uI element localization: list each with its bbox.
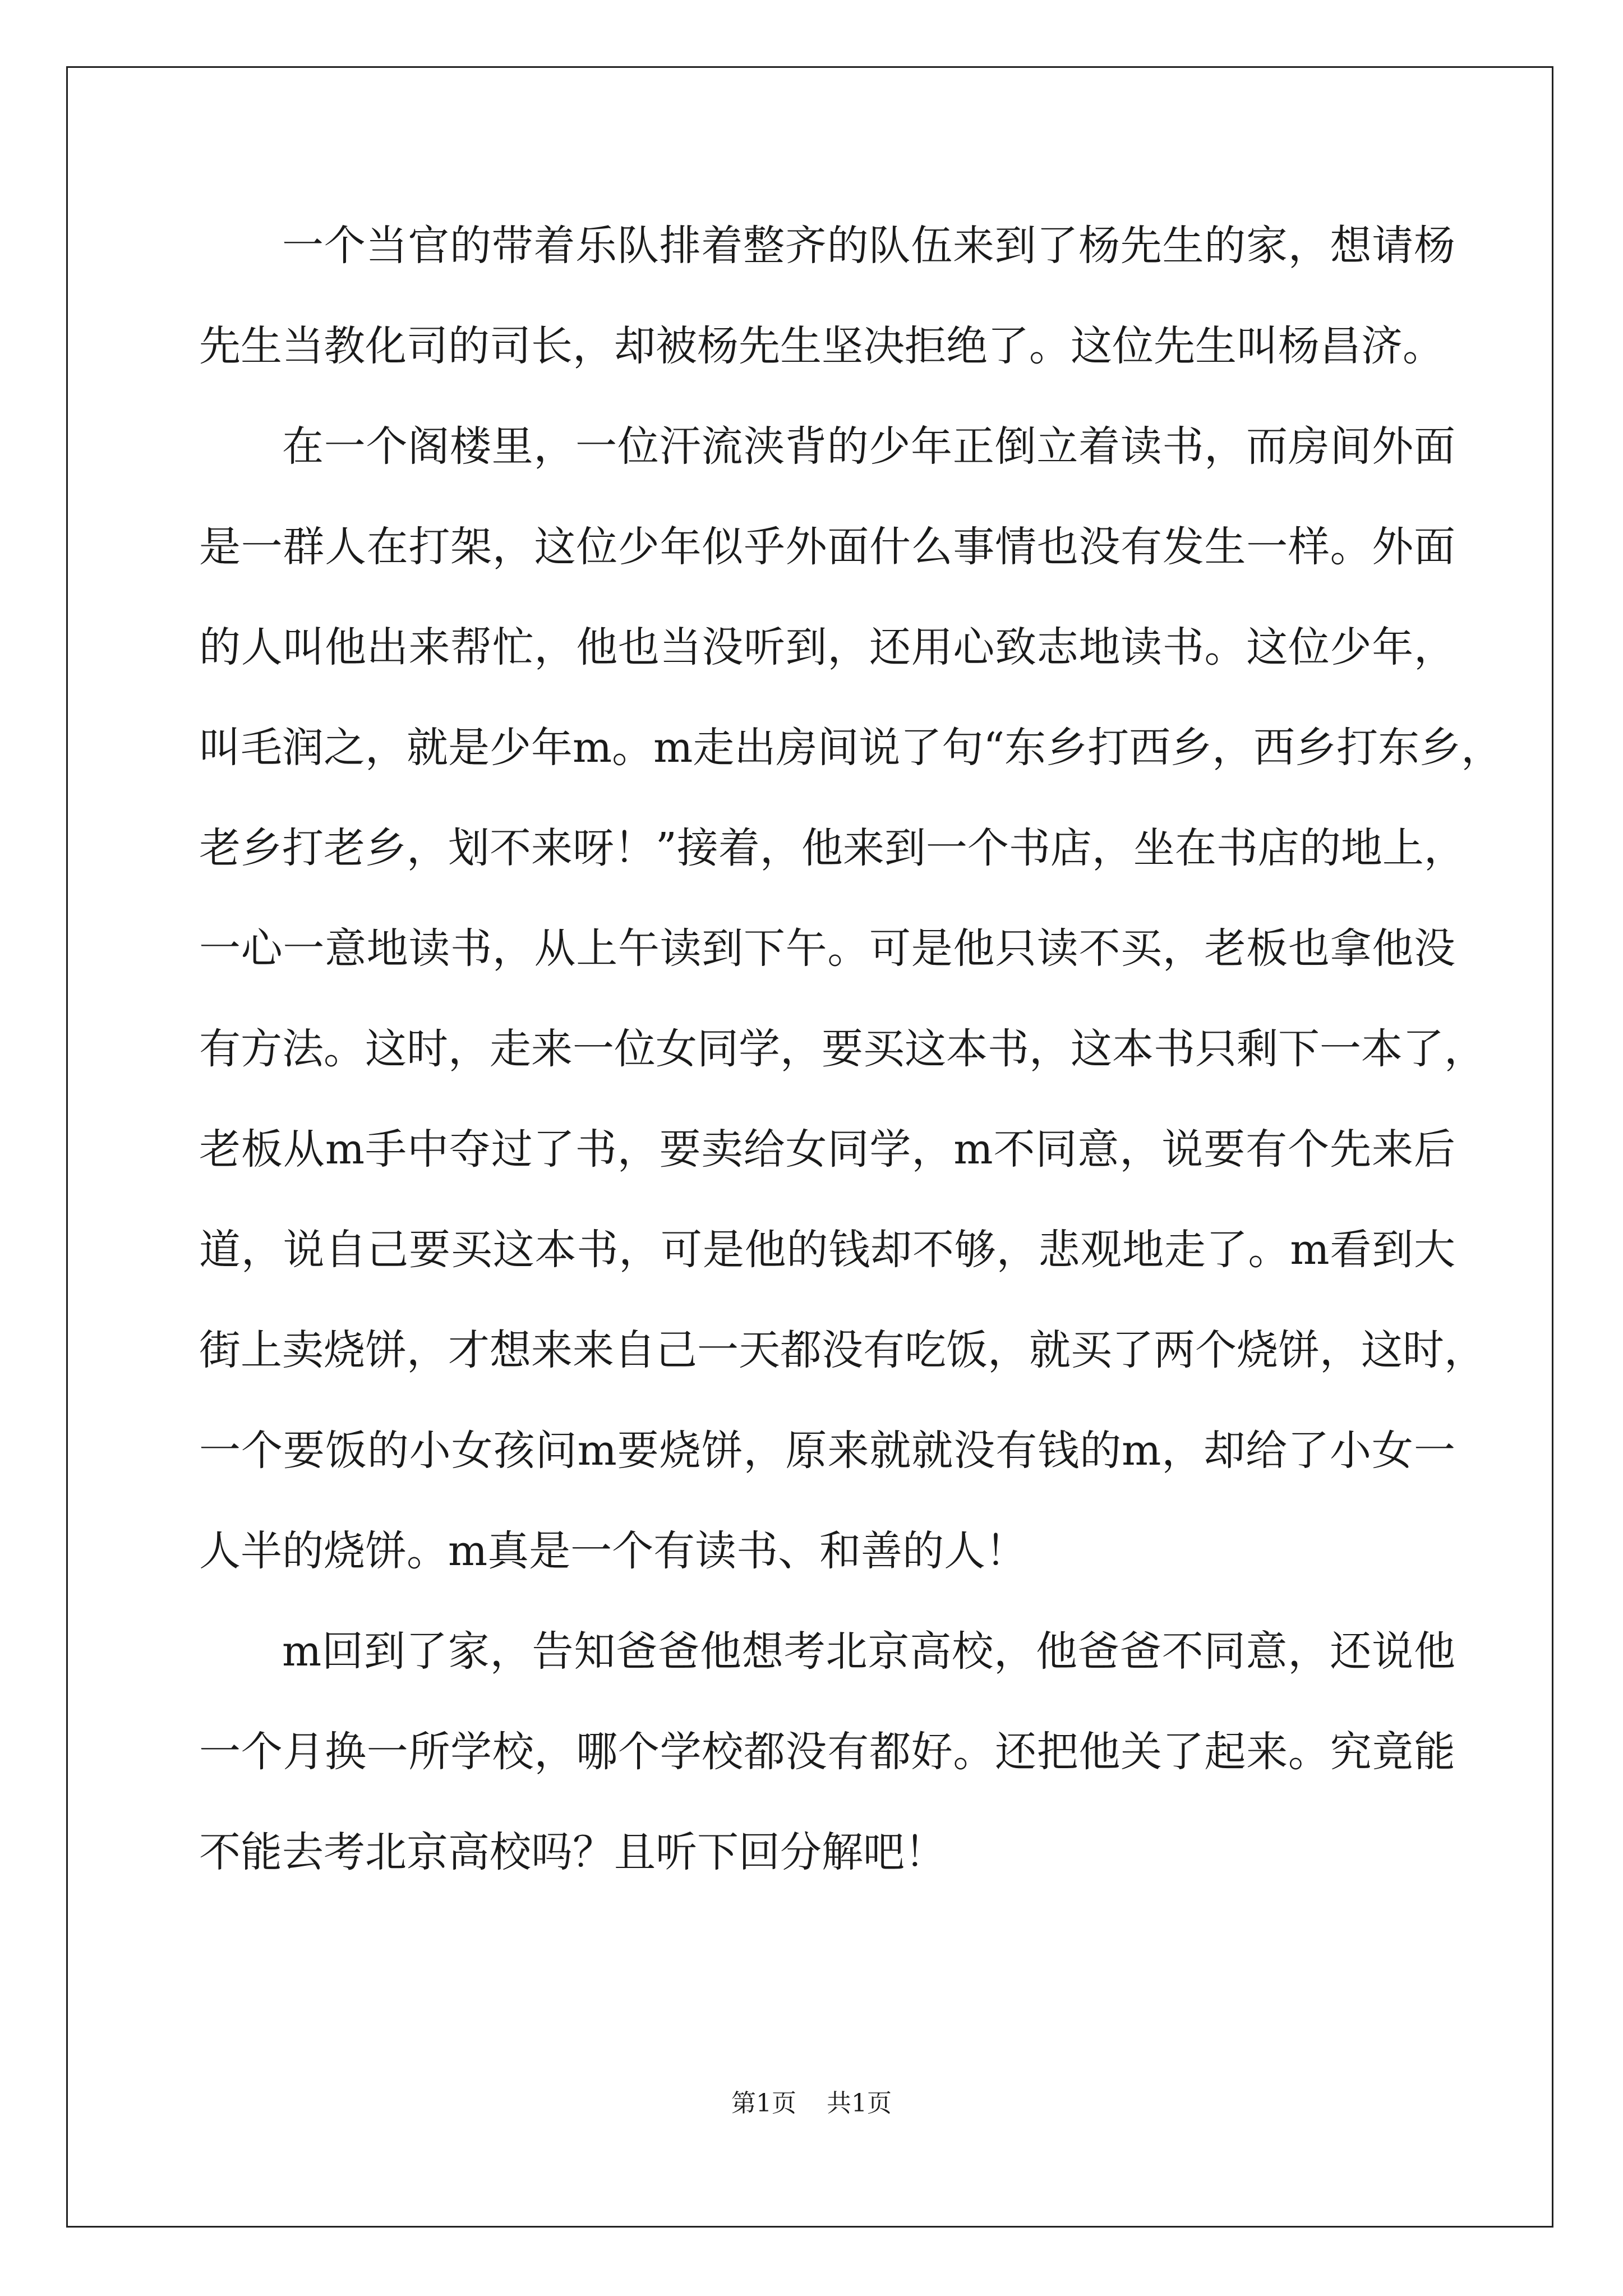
paragraph-3-line-2: 一个月换一所学校，哪个学校都没有都好。还把他关了起来。究竟能 [199,1728,1455,1776]
paragraph-1-line-2: 先生当教化司的司长，却被杨先生坚决拒绝了。这位先生叫杨昌济。 [199,322,1444,370]
document-body [199,219,1503,1926]
paragraph-2-line-2: 是一群人在打架，这位少年似乎外面什么事情也没有发生一样。外面 [199,523,1455,571]
paragraph-3-line-1: m回到了家，告知爸爸他想考北京高校，他爸爸不同意，还说他 [282,1627,1455,1676]
paragraph-2-line-8: 老板从m手中夺过了书，要卖给女同学，m不同意，说要有个先来后 [199,1125,1455,1174]
paragraph-2-line-4: 叫毛润之，就是少年m。m走出房间说了句“东乡打西乡，西乡打东乡， [199,724,1503,772]
page-total: 共1页 [827,2089,892,2118]
paragraph-2-line-11: 一个要饭的小女孩问m要烧饼，原来就就没有钱的m，却给了小女一 [199,1427,1455,1475]
page-footer [0,2087,1623,2120]
paragraph-2-line-10: 街上卖烧饼，才想来来自己一天都没有吃饭，就买了两个烧饼，这时， [199,1326,1486,1374]
paragraph-2-line-9: 道，说自己要买这本书，可是他的钱却不够，悲观地走了。m看到大 [199,1226,1455,1274]
paragraph-3-line-3: 不能去考北京高校吗？且听下回分解吧！ [199,1828,946,1876]
paragraph-2-line-12: 人半的烧饼。m真是一个有读书、和善的人！ [199,1527,1027,1575]
page-number: 第1页 [731,2089,796,2118]
paragraph-1-line-1: 一个当官的带着乐队排着整齐的队伍来到了杨先生的家，想请杨 [282,222,1455,270]
paragraph-2-line-5: 老乡打老乡，划不来呀！”接着，他来到一个书店，坐在书店的地上， [199,824,1465,872]
paragraph-2-line-1: 在一个阁楼里，一位汗流浃背的少年正倒立着读书，而房间外面 [282,422,1455,471]
paragraph-2-line-3: 的人叫他出来帮忙，他也当没听到，还用心致志地读书。这位少年， [199,623,1455,671]
paragraph-2-line-6: 一心一意地读书，从上午读到下午。可是他只读不买，老板也拿他没 [199,924,1455,973]
paragraph-2-line-7: 有方法。这时，走来一位女同学，要买这本书，这本书只剩下一本了， [199,1025,1486,1073]
